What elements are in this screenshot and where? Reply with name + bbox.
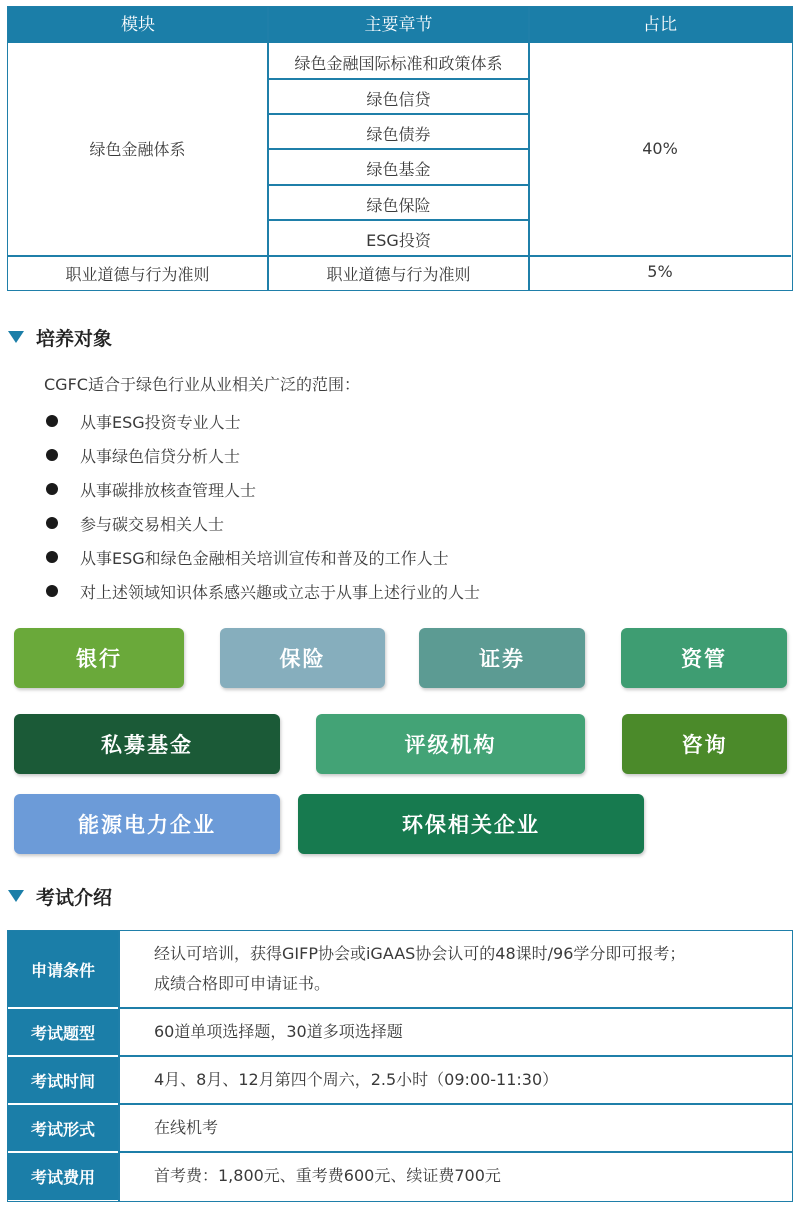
tile-private-equity: 私募基金 — [14, 714, 280, 774]
ratio-ethics: 5% — [647, 262, 673, 281]
chapter-item: 绿色信贷 — [366, 90, 431, 109]
tile-securities: 证券 — [419, 628, 585, 688]
chapter-item: 绿色金融国际标准和政策体系 — [294, 54, 503, 73]
bullet-dot-icon — [46, 415, 58, 427]
ratio-green-finance: 40% — [642, 139, 678, 158]
header-chapters: 主要章节 — [364, 15, 433, 35]
tile-insurance: 保险 — [220, 628, 385, 688]
exam-row-requirements — [8, 931, 792, 1007]
list-item: 参与碳交易相关人士 — [46, 506, 480, 540]
chapter-item: 绿色保险 — [366, 196, 431, 215]
section-title: 考试介绍 — [36, 886, 113, 909]
triangle-marker-icon — [8, 331, 24, 343]
row-label: 考试形式 — [8, 1105, 118, 1151]
list-item: 从事ESG投资专业人士 — [46, 404, 480, 438]
tile-environmental: 环保相关企业 — [298, 794, 644, 854]
target-list — [46, 404, 480, 608]
header-module: 模块 — [121, 15, 155, 35]
section-title: 培养对象 — [36, 327, 113, 350]
row-value: 60道单项选择题，30道多项选择题 — [154, 1022, 403, 1041]
chapter-item: ESG投资 — [366, 231, 431, 250]
list-item: 从事绿色信贷分析人士 — [46, 438, 480, 472]
bullet-dot-icon — [46, 483, 58, 495]
module-ethics: 职业道德与行为准则 — [65, 265, 210, 284]
module-table — [7, 6, 793, 291]
bullet-dot-icon — [46, 517, 58, 529]
row-divider — [268, 113, 529, 115]
exam-row-time — [8, 1057, 792, 1103]
row-divider — [268, 78, 529, 80]
row-divider — [268, 184, 529, 186]
bullet-dot-icon — [46, 449, 58, 461]
row-value: 首考费：1,800元、重考费600元、续证费700元 — [154, 1166, 501, 1185]
bullet-dot-icon — [46, 585, 58, 597]
row-label: 考试题型 — [8, 1009, 118, 1055]
chapter-ethics: 职业道德与行为准则 — [326, 265, 471, 284]
row-divider — [8, 255, 791, 257]
exam-row-fees — [8, 1153, 792, 1200]
tile-asset-management: 资管 — [621, 628, 787, 688]
row-value: 4月、8月、12月第四个周六，2.5小时（09:00-11:30） — [154, 1070, 559, 1089]
section-header-target — [8, 322, 112, 352]
list-item: 对上述领域知识体系感兴趣或立志于从事上述行业的人士 — [46, 574, 480, 608]
header-ratio: 占比 — [643, 15, 677, 35]
row-label: 考试费用 — [8, 1153, 118, 1200]
row-label: 申请条件 — [8, 931, 118, 1007]
exam-row-format — [8, 1105, 792, 1151]
list-item: 从事ESG和绿色金融相关培训宣传和普及的工作人士 — [46, 540, 480, 574]
tile-energy-power: 能源电力企业 — [14, 794, 280, 854]
row-divider — [268, 219, 529, 221]
table-header — [8, 7, 792, 43]
bullet-dot-icon — [46, 551, 58, 563]
tile-bank: 银行 — [14, 628, 184, 688]
row-divider — [268, 148, 529, 150]
chapter-item: 绿色基金 — [366, 160, 431, 179]
section-header-exam — [8, 881, 112, 911]
chapter-item: 绿色债券 — [366, 125, 431, 144]
module-green-finance: 绿色金融体系 — [89, 140, 186, 159]
exam-table — [7, 930, 793, 1202]
row-value: 经认可培训，获得GIFP协会或iGAAS协会认可的48课时/96学分即可报考； 成绩合格即可申请证书。 — [154, 944, 686, 993]
exam-row-question-type — [8, 1009, 792, 1055]
tile-consulting: 咨询 — [622, 714, 787, 774]
target-intro: CGFC适合于绿色行业从业相关广泛的范围： — [44, 375, 360, 394]
triangle-marker-icon — [8, 890, 24, 902]
list-item: 从事碳排放核查管理人士 — [46, 472, 480, 506]
tile-rating-agency: 评级机构 — [316, 714, 585, 774]
row-label: 考试时间 — [8, 1057, 118, 1103]
row-value: 在线机考 — [154, 1118, 219, 1137]
